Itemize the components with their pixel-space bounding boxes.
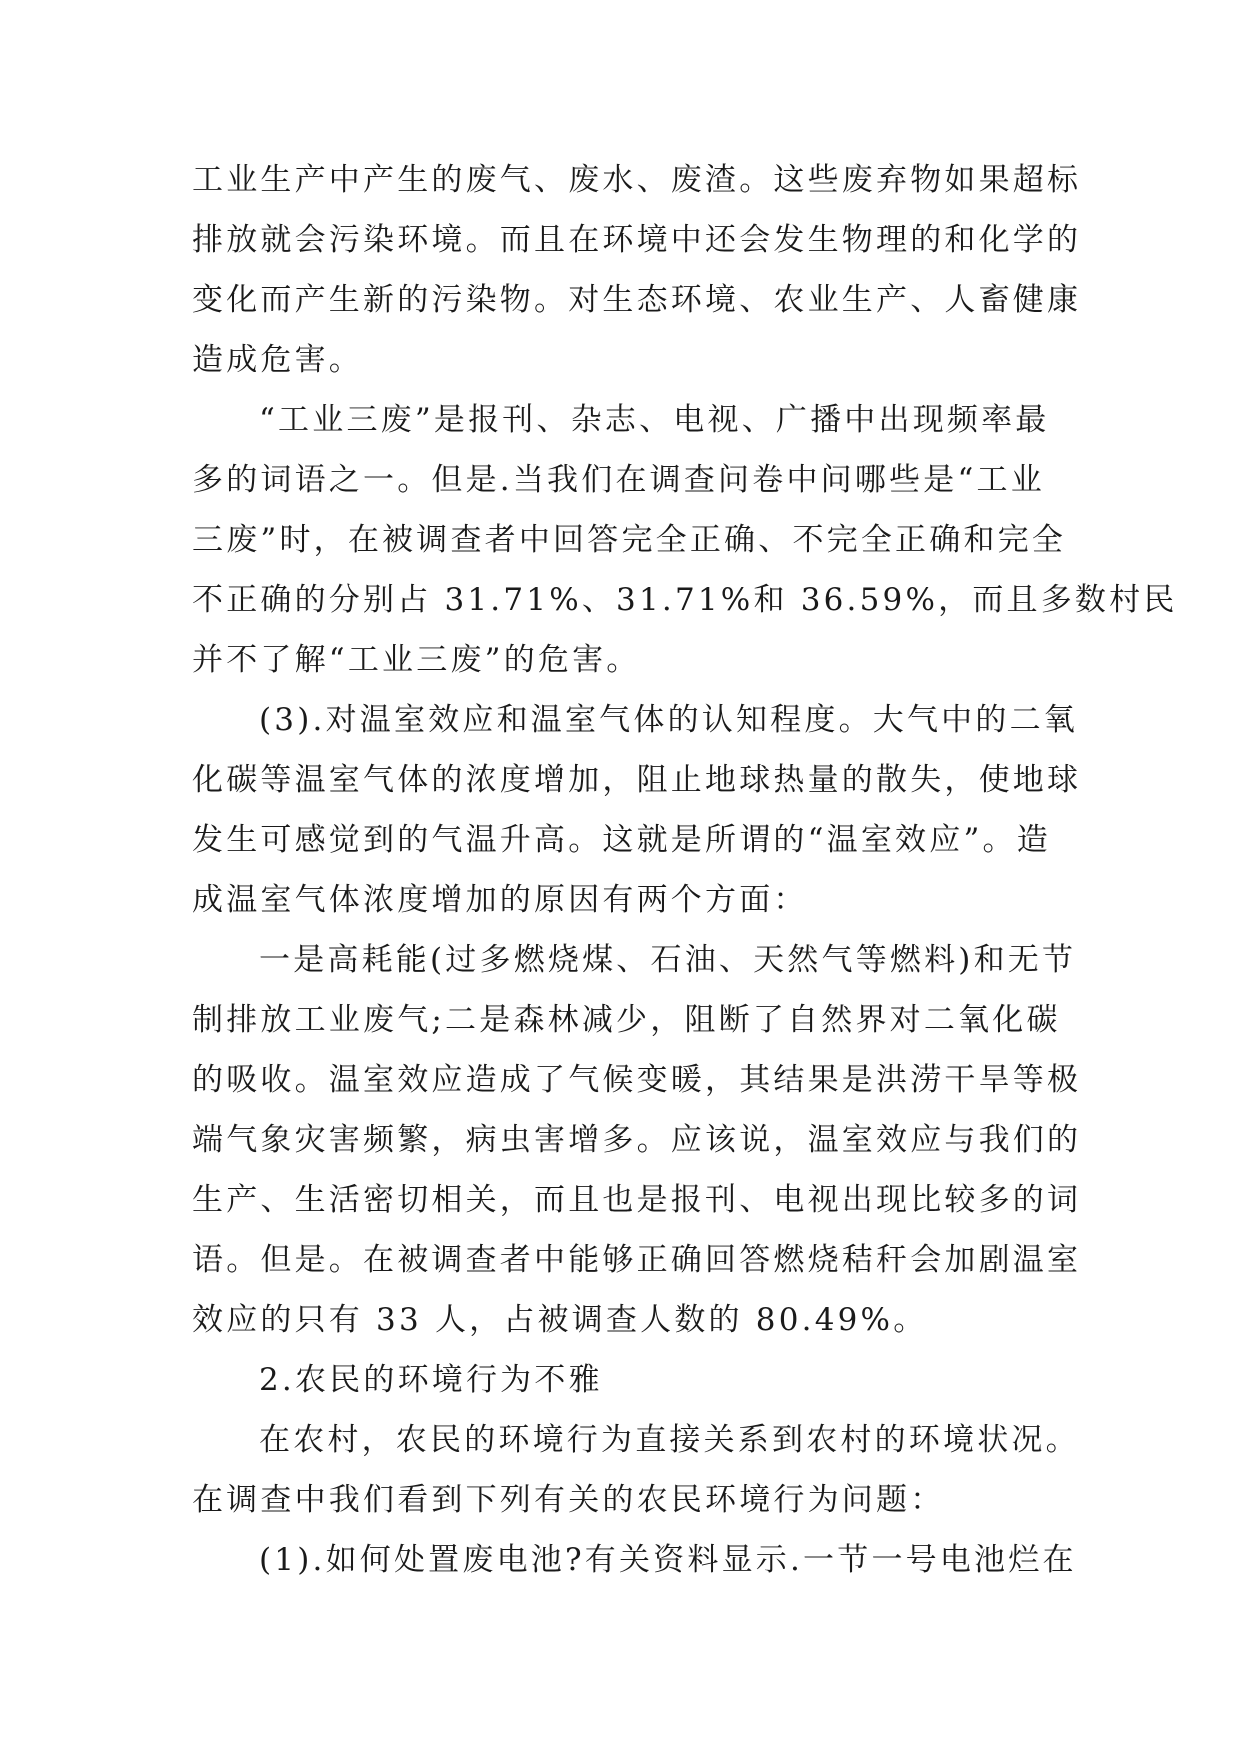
text-line: “工业三废”是报刊、杂志、电视、广播中出现频率最 [259,402,1050,438]
text-line: 生产、生活密切相关，而且也是报刊、电视出现比较多的词 [192,1182,1082,1218]
text-line: 不正确的分别占 31.71%、31.71%和 36.59%，而且多数村民 [192,582,1178,618]
text-line: 排放就会污染环境。而且在环境中还会发生物理的和化学的 [192,222,1082,258]
text-line: 在农村，农民的环境行为直接关系到农村的环境状况。 [259,1422,1080,1458]
text-line: 造成危害。 [192,342,363,378]
text-line: 化碳等温室气体的浓度增加，阻止地球热量的散失，使地球 [192,762,1082,798]
text-line: 成温室气体浓度增加的原因有两个方面： [192,882,808,918]
text-line: 多的词语之一。但是.当我们在调查问卷中问哪些是“工业 [192,462,1045,498]
text-line: 并不了解“工业三废”的危害。 [192,642,641,678]
text-line: 在调查中我们看到下列有关的农民环境行为问题： [192,1482,945,1518]
text-line: (3).对温室效应和温室气体的认知程度。大气中的二氧 [259,702,1078,738]
text-line: 工业生产中产生的废气、废水、废渣。这些废弃物如果超标 [192,162,1082,198]
text-line: 效应的只有 33 人，占被调查人数的 80.49%。 [192,1302,928,1338]
section-heading: 2.农民的环境行为不雅 [259,1362,603,1398]
text-line: 一是高耗能(过多燃烧煤、石油、天然气等燃料)和无节 [259,942,1077,978]
text-line: 语。但是。在被调查者中能够正确回答燃烧秸秆会加剧温室 [192,1242,1082,1278]
text-line: 端气象灾害频繁，病虫害增多。应该说，温室效应与我们的 [192,1122,1082,1158]
text-line: 三废”时，在被调查者中回答完全正确、不完全正确和完全 [192,522,1067,558]
text-line: (1).如何处置废电池?有关资料显示.一节一号电池烂在 [259,1542,1077,1578]
text-line: 发生可感觉到的气温升高。这就是所谓的“温室效应”。造 [192,822,1051,858]
text-line: 的吸收。温室效应造成了气候变暖，其结果是洪涝干旱等极 [192,1062,1082,1098]
text-line: 制排放工业废气;二是森林减少，阻断了自然界对二氧化碳 [192,1002,1061,1038]
text-line: 变化而产生新的污染物。对生态环境、农业生产、人畜健康 [192,282,1082,318]
